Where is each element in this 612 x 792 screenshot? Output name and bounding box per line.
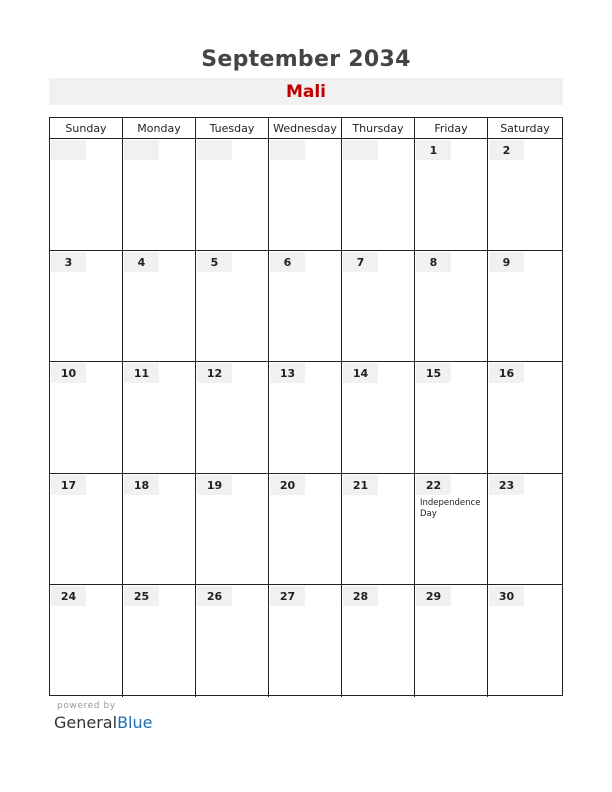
empty-day-cell <box>268 139 341 250</box>
day-number: 6 <box>270 252 305 272</box>
day-cell <box>195 585 268 697</box>
day-number: 3 <box>51 252 86 272</box>
day-number: 29 <box>416 586 451 606</box>
day-number: 12 <box>197 363 232 383</box>
week-row <box>50 251 562 363</box>
day-cell <box>414 251 487 362</box>
day-number: 14 <box>343 363 378 383</box>
day-number: 2 <box>489 140 524 160</box>
weekday-tuesday: Tuesday <box>195 118 268 139</box>
day-cell <box>487 474 562 585</box>
day-cell <box>414 362 487 473</box>
day-number <box>270 140 305 160</box>
day-cell <box>414 474 487 585</box>
day-cell <box>50 362 122 473</box>
weekday-wednesday: Wednesday <box>268 118 341 139</box>
day-number: 17 <box>51 475 86 495</box>
day-number: 21 <box>343 475 378 495</box>
day-cell <box>487 251 562 362</box>
day-cell <box>195 474 268 585</box>
week-row <box>50 585 562 697</box>
weekday-sunday: Sunday <box>65 122 107 135</box>
day-cell <box>414 139 487 250</box>
day-cell <box>341 251 414 362</box>
day-cell <box>122 251 195 362</box>
day-number: 24 <box>51 586 86 606</box>
weekday-monday: Monday <box>122 118 195 139</box>
day-cell <box>122 474 195 585</box>
powered-by-label: powered by <box>57 701 116 711</box>
week-row <box>50 362 562 474</box>
day-number: 13 <box>270 363 305 383</box>
empty-day-cell <box>122 139 195 250</box>
day-cell <box>268 585 341 697</box>
day-number: 18 <box>124 475 159 495</box>
weekday-header-row <box>50 118 562 139</box>
country-banner <box>49 78 563 105</box>
calendar-title: September 2034 <box>201 47 411 72</box>
empty-day-cell <box>341 139 414 250</box>
day-number: 5 <box>197 252 232 272</box>
day-cell <box>341 362 414 473</box>
day-cell <box>122 585 195 697</box>
day-number: 19 <box>197 475 232 495</box>
day-number: 22 <box>416 475 451 495</box>
day-number: 15 <box>416 363 451 383</box>
empty-day-cell <box>50 139 122 250</box>
day-cell <box>50 251 122 362</box>
day-number: 9 <box>489 252 524 272</box>
empty-day-cell <box>195 139 268 250</box>
day-cell <box>341 474 414 585</box>
day-number: 28 <box>343 586 378 606</box>
day-number: 23 <box>489 475 524 495</box>
day-number: 4 <box>124 252 159 272</box>
day-number <box>343 140 378 160</box>
weekday-thursday: Thursday <box>341 118 414 139</box>
holiday-label: Independence Day <box>420 497 481 519</box>
country-name: Mali <box>285 82 327 102</box>
day-number: 16 <box>489 363 524 383</box>
day-cell <box>195 362 268 473</box>
day-cell <box>268 251 341 362</box>
day-number: 11 <box>124 363 159 383</box>
day-number <box>124 140 159 160</box>
week-row <box>50 139 562 251</box>
day-number: 26 <box>197 586 232 606</box>
day-number: 10 <box>51 363 86 383</box>
day-cell <box>268 474 341 585</box>
day-number: 25 <box>124 586 159 606</box>
day-cell <box>487 362 562 473</box>
day-cell <box>50 474 122 585</box>
day-number: 20 <box>270 475 305 495</box>
day-cell <box>268 362 341 473</box>
day-number: 7 <box>343 252 378 272</box>
day-cell <box>487 139 562 250</box>
day-number: 27 <box>270 586 305 606</box>
brand-blue: Blue <box>117 713 153 732</box>
day-cell <box>50 585 122 697</box>
day-cell <box>195 251 268 362</box>
day-cell <box>487 585 562 697</box>
weekday-friday: Friday <box>414 118 487 139</box>
week-row <box>50 474 562 586</box>
day-number <box>197 140 232 160</box>
generalblue-logo[interactable] <box>54 713 152 732</box>
weekday-saturday: Saturday <box>487 118 562 139</box>
day-cell <box>122 362 195 473</box>
day-cell <box>414 585 487 697</box>
day-number: 30 <box>489 586 524 606</box>
day-number: 8 <box>416 252 451 272</box>
day-number <box>51 140 86 160</box>
day-cell <box>341 585 414 697</box>
day-number: 1 <box>416 140 451 160</box>
calendar-grid <box>49 117 563 696</box>
brand-general: General <box>54 713 118 732</box>
